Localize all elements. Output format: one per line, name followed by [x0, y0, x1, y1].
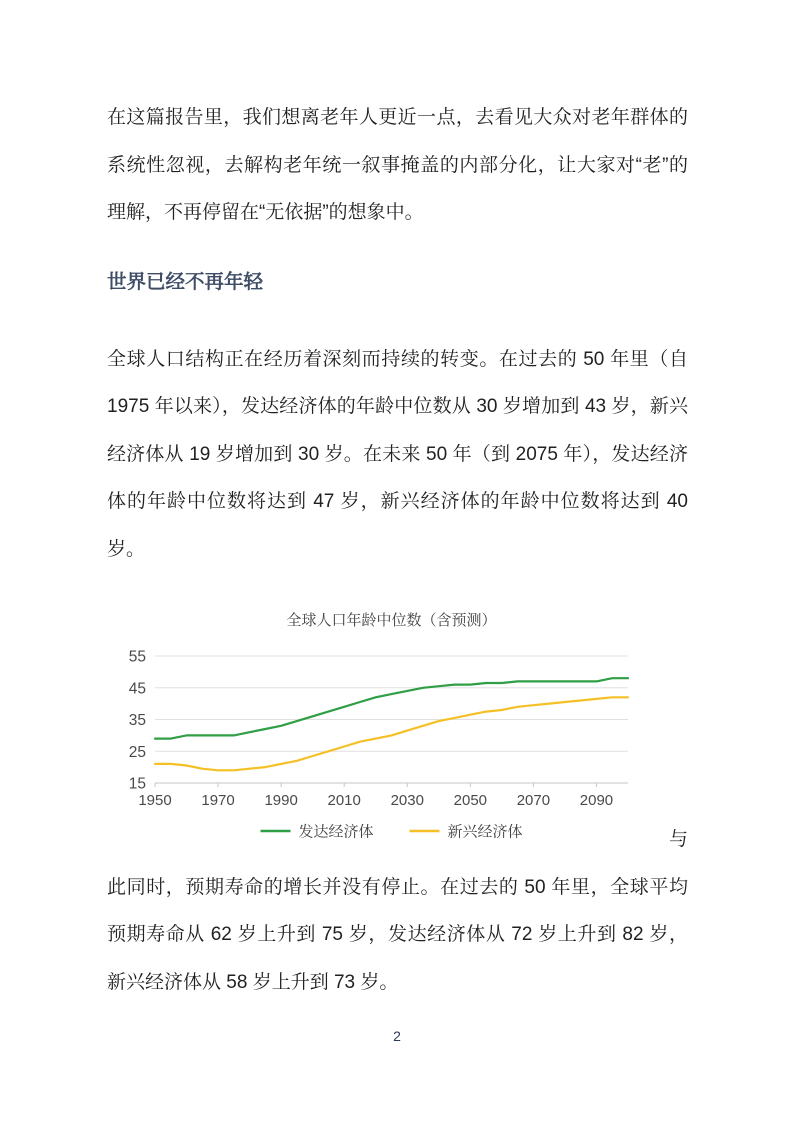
- y-tick-label: 45: [128, 680, 146, 698]
- page-content: [107, 94, 688, 1006]
- life-expectancy-text: 与此同时，预期寿命的增长并没有停止。在过去的 50 年里，全球平均预期寿命从 62 岁上升到 75 岁，发达经济体从 72 岁上升到 82 岁，新兴经济体从 58 岁上升到 73 岁。: [107, 829, 688, 993]
- x-tick-label: 1990: [264, 792, 298, 809]
- intro-paragraph: 在这篇报告里，我们想离老年人更近一点，去看见大众对老年群体的系统性忽视，去解构老年统一叙事掩盖的内部分化，让大家对“老”的理解，不再停留在“无依据”的想象中。: [107, 107, 688, 223]
- y-tick-label: 35: [128, 712, 146, 729]
- x-tick-label: 2010: [327, 792, 361, 809]
- x-tick-label: 1950: [138, 792, 172, 809]
- x-tick-label: 1970: [201, 792, 235, 809]
- legend-label-1: 新兴经济体: [447, 823, 523, 841]
- x-tick-label: 2070: [516, 792, 551, 809]
- y-tick-label: 55: [128, 648, 146, 666]
- y-tick-label: 25: [128, 743, 146, 761]
- x-tick-label: 2030: [390, 792, 424, 809]
- x-tick-label: 2090: [579, 792, 614, 809]
- demographics-paragraph: 全球人口结构正在经历着深刻而持续的转变。在过去的 50 年里（自 1975 年以来），发达经济体的年龄中位数从 30 岁增加到 43 岁，新兴经济体从 19 岁增加到 30 岁。在未来 50 年（到 2075 年），发达经济体的年龄中位数将达到 47 岁，新兴经济体的年龄中位数将达到 40 岁。: [107, 348, 688, 560]
- chart-title: 全球人口年龄中位数（含预测）: [286, 612, 497, 629]
- y-tick-label: 15: [128, 775, 146, 793]
- legend-label-0: 发达经济体: [298, 823, 374, 841]
- life-expectancy-paragraph: [107, 603, 688, 1006]
- section-heading: 世界已经不再年轻: [107, 270, 264, 293]
- x-tick-label: 2050: [453, 792, 488, 809]
- median-age-chart-svg: [107, 603, 655, 845]
- series-line-1: [155, 697, 628, 770]
- page-number: 2: [393, 1028, 401, 1044]
